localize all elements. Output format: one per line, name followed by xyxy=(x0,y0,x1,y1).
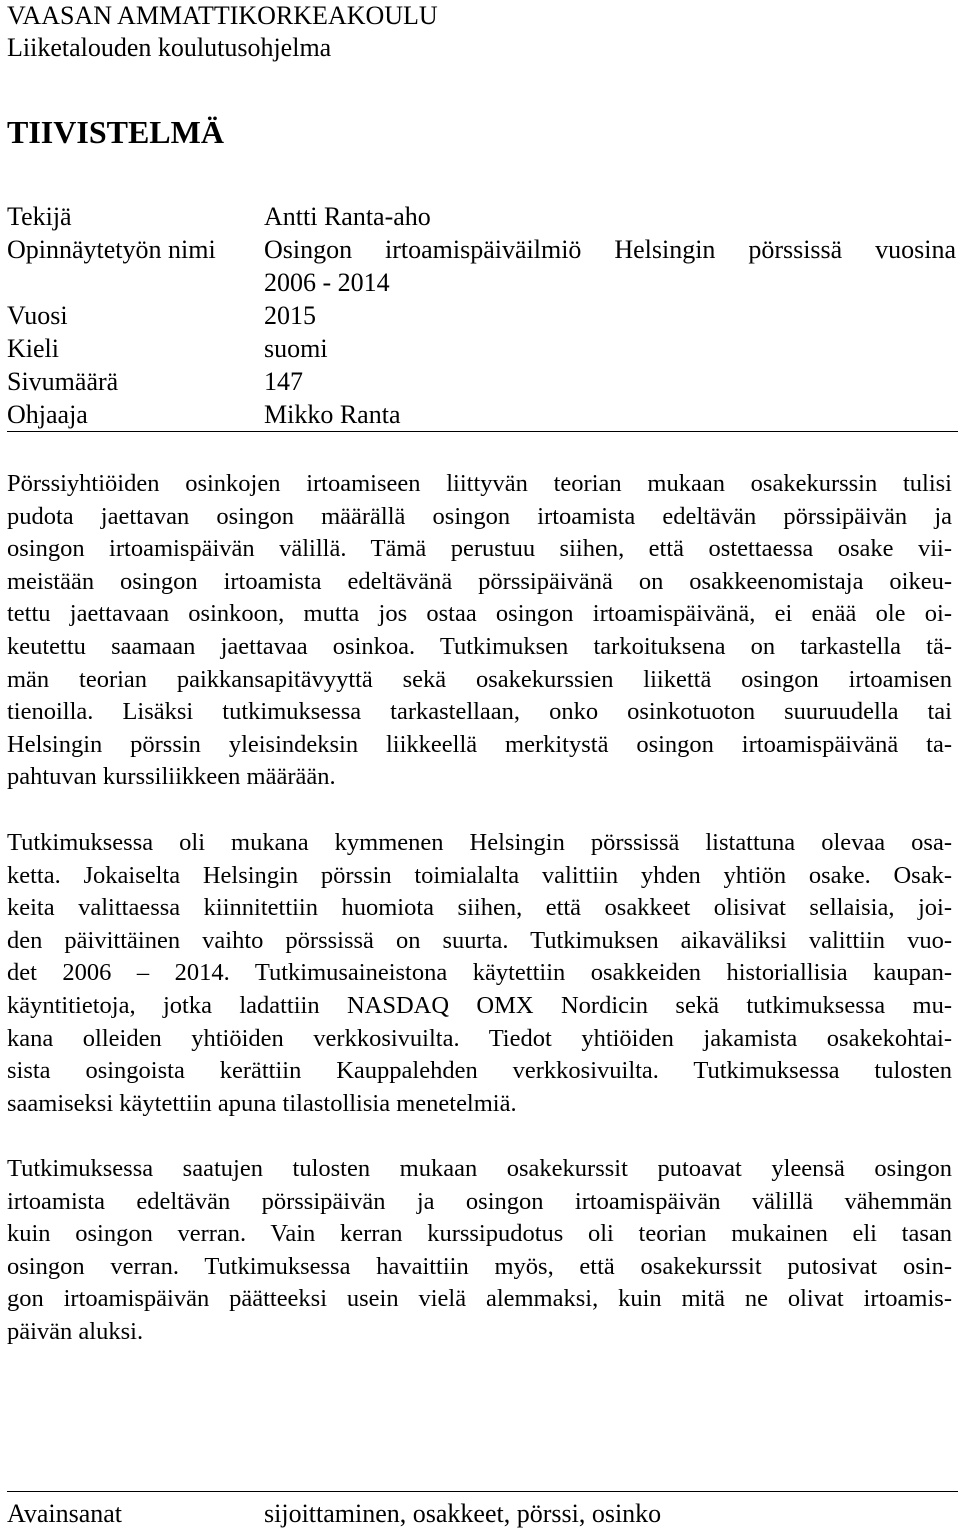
text-line: män teorian paikkansapitävyyttä sekä osakekurssien liikettä osingon irtoamisen xyxy=(7,665,952,693)
text-line: tienoilla. Lisäksi tutkimuksessa tarkastellaan, onko osinkotuoton suuruudella tai xyxy=(7,698,952,726)
text-line: Tutkimuksessa saatujen tulosten mukaan osakekurssit putoavat yleensä osingon xyxy=(7,1155,952,1182)
thesis-title-label: Opinnäytetyön nimi xyxy=(7,235,216,264)
thesis-title-value: Osingon irtoamispäiväilmiö Helsingin pörssissä vuosina xyxy=(264,235,956,264)
text-line: pudota jaettavan osingon määrällä osingon irtoamista edeltävän pörssipäivän ja xyxy=(7,502,952,530)
text-line: saamiseksi käytettiin apuna tilastollisia menetelmiä. xyxy=(7,1089,517,1117)
text-line: meistään osingon irtoamista edeltävänä pörssipäivänä on osakkeenomistaja oikeu- xyxy=(7,567,952,595)
author-label: Tekijä xyxy=(7,202,72,231)
text-line: ketta. Jokaiselta Helsingin pörssin toimialalta valittiin yhden yhtiön osake. Osak- xyxy=(7,861,952,889)
text-line: Tutkimuksessa oli mukana kymmenen Helsingin pörssissä listattuna olevaa osa- xyxy=(7,829,952,856)
divider-bottom xyxy=(7,1491,958,1492)
text-line: pahtuvan kurssiliikkeen määrään. xyxy=(7,763,336,791)
text-line: käyntitietoja, jotka ladattiin NASDAQ OMX Nordicin sekä tutkimuksessa mu- xyxy=(7,991,952,1019)
keywords-label: Avainsanat xyxy=(7,1499,123,1528)
language-value: suomi xyxy=(264,334,328,363)
text-line: gon irtoamispäivän päätteeksi usein vielä alemmaksi, kuin mitä ne olivat irtoamis- xyxy=(7,1285,952,1313)
abstract-paragraph-3 xyxy=(7,1153,952,1349)
abstract-paragraph-2 xyxy=(7,827,952,1120)
institution-name: VAASAN AMMATTIKORKEAKOULU xyxy=(7,1,438,30)
text-line: tettu jaettavaan osinkoon, mutta jos ostaa osingon irtoamispäivänä, ei enää ole oi- xyxy=(7,600,952,628)
text-line: det 2006 – 2014. Tutkimusaineistona käytettiin osakkeiden historiallisia kaupan- xyxy=(7,959,952,987)
text-line: keita valittaessa kiinnitettiin huomiota siihen, että osakkeet olisivat sellaisia, joi- xyxy=(7,894,952,922)
program-name: Liiketalouden koulutusohjelma xyxy=(7,33,332,62)
supervisor-label: Ohjaaja xyxy=(7,400,88,429)
text-line: irtoamista edeltävän pörssipäivän ja osingon irtoamispäivän välillä vähemmän xyxy=(7,1187,952,1215)
text-line: keutettu saamaan jaettavaa osinkoa. Tutkimuksen tarkoituksena on tarkastella tä- xyxy=(7,632,952,660)
text-line: Pörssiyhtiöiden osinkojen irtoamiseen liittyvän teorian mukaan osakekurssin tulisi xyxy=(7,470,952,497)
supervisor-value: Mikko Ranta xyxy=(264,400,401,429)
page-title: TIIVISTELMÄ xyxy=(7,114,224,150)
page-count-label: Sivumäärä xyxy=(7,367,119,396)
text-line: osingon verran. Tutkimuksessa havaittiin myös, että osakekurssit putosivat osin- xyxy=(7,1252,952,1280)
year-value: 2015 xyxy=(264,301,316,330)
keywords-value: sijoittaminen, osakkeet, pörssi, osinko xyxy=(264,1499,662,1528)
text-line: päivän aluksi. xyxy=(7,1317,144,1345)
text-line: osingon irtoamispäivän välillä. Tämä perustuu siihen, että ostettaessa osake vii- xyxy=(7,535,952,563)
author-value: Antti Ranta-aho xyxy=(264,202,431,231)
text-line: kuin osingon verran. Vain kerran kurssipudotus oli teorian mukainen eli tasan xyxy=(7,1220,952,1248)
text-line: kana olleiden yhtiöiden verkkosivuilta. Tiedot yhtiöiden jakamista osakekohtai- xyxy=(7,1024,952,1052)
text-line: den päivittäinen vaihto pörssissä on suurta. Tutkimuksen aikaväliksi valittiin vuo- xyxy=(7,926,952,954)
abstract-paragraph-1 xyxy=(7,468,952,794)
text-line: Helsingin pörssin yleisindeksin liikkeellä merkitystä osingon irtoamispäivänä ta- xyxy=(7,730,952,758)
text-line: sista osingoista kerättiin Kauppalehden verkkosivuilta. Tutkimuksessa tulosten xyxy=(7,1057,952,1085)
page-count-value: 147 xyxy=(264,367,303,396)
thesis-title-value-continued: 2006 - 2014 xyxy=(264,268,390,297)
divider-top xyxy=(7,431,958,432)
language-label: Kieli xyxy=(7,334,59,363)
year-label: Vuosi xyxy=(7,301,68,330)
